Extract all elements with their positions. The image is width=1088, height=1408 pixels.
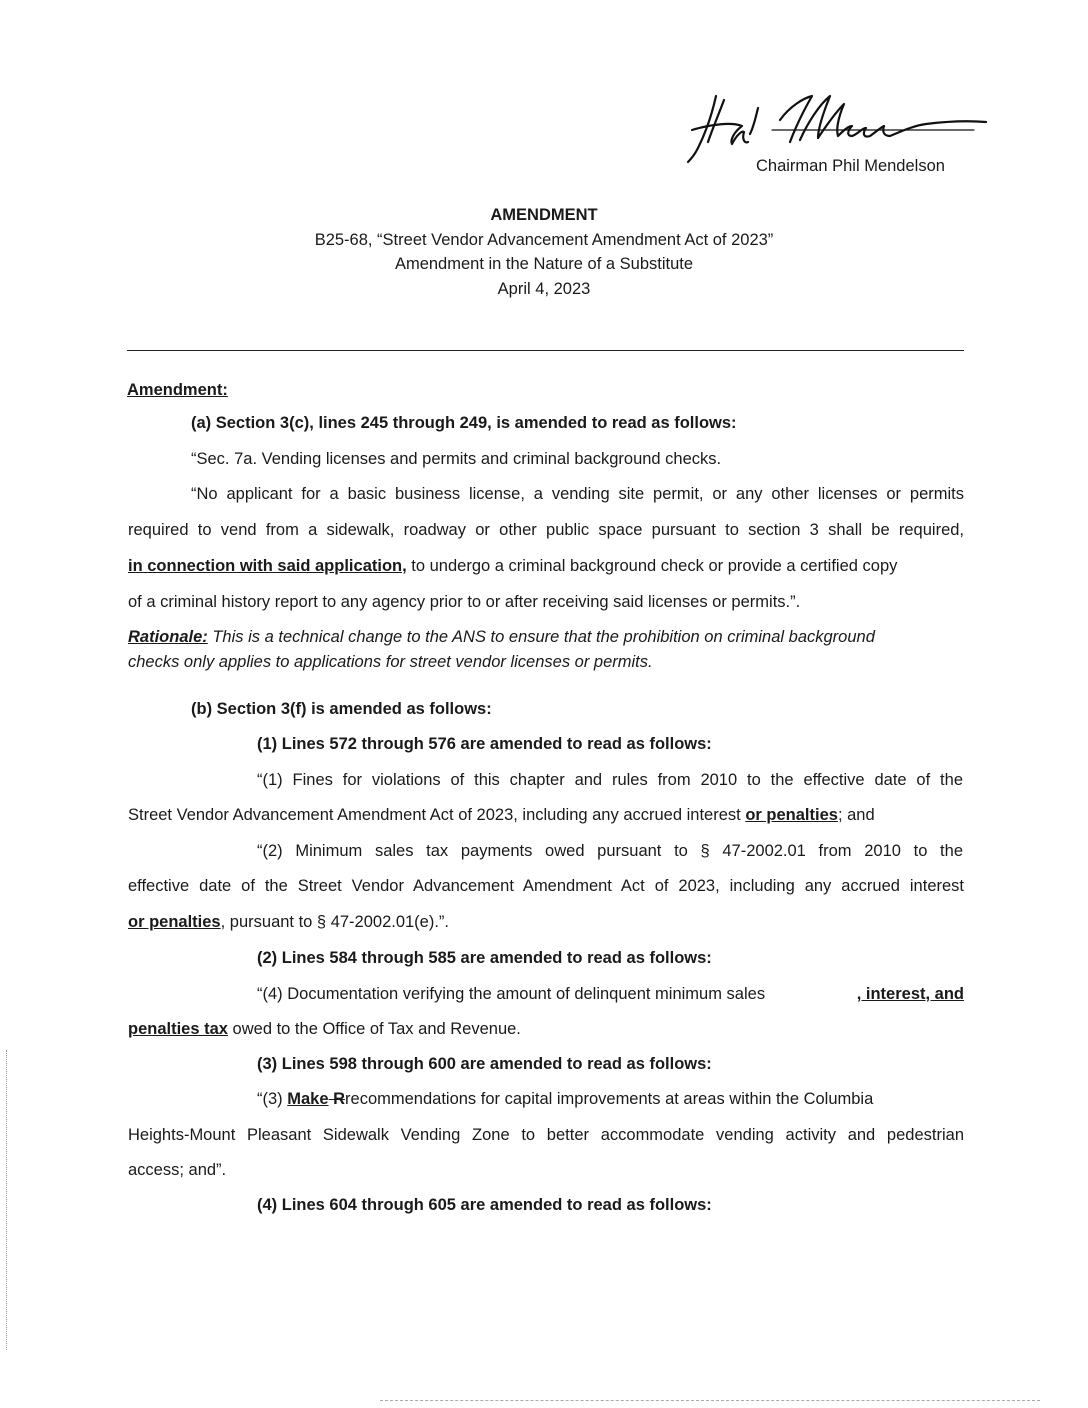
subsection-4-heading: (4) Lines 604 through 605 are amended to read as follows: (257, 1196, 712, 1214)
rationale-label: Rationale: (128, 628, 208, 646)
handwritten-signature (672, 86, 988, 166)
subsection-2-heading: (2) Lines 584 through 585 are amended to read as follows: (257, 949, 712, 967)
subsection-1-heading: (1) Lines 572 through 576 are amended to read as follows: (257, 735, 712, 753)
document-title: AMENDMENT (490, 206, 598, 224)
signer-name: Chairman Phil Mendelson (756, 157, 945, 175)
section-b-heading: (b) Section 3(f) is amended as follows: (191, 700, 492, 718)
section-a-text-line: “No applicant for a basic business license, a vending site permit, or any other licenses or permits (191, 485, 964, 503)
rationale-line: Rationale: This is a technical change to the ANS to ensure that the prohibition on criminal background (128, 628, 875, 646)
section-a-sec-title: “Sec. 7a. Vending licenses and permits and criminal background checks. (191, 450, 722, 468)
inserted-text: Make (287, 1090, 329, 1108)
divider (127, 350, 964, 351)
subsection-3-text-line: “(3) Make Rrecommendations for capital improvements at areas within the Columbia (257, 1090, 874, 1108)
scan-edge-marks (6, 1050, 9, 1350)
inserted-text: in connection with said application, (128, 557, 407, 575)
subsection-1-text-line: or penalties, pursuant to § 47-2002.01(e).”. (128, 913, 450, 931)
section-a-text-line: required to vend from a sidewalk, roadway or other public space pursuant to section 3 shall be required, (128, 521, 964, 539)
section-a-text-line: of a criminal history report to any agency prior to or after receiving said licenses or permits.”. (128, 593, 801, 611)
inserted-text: , interest, and (856, 985, 964, 1003)
subsection-2-text-line: penalties tax owed to the Office of Tax and Revenue. (128, 1020, 521, 1038)
subsection-3-text-line: Heights-Mount Pleasant Sidewalk Vending Zone to better accommodate vending activity and pedestrian (128, 1126, 964, 1144)
scan-bottom-marks (380, 1400, 1040, 1401)
deleted-text: R (328, 1090, 346, 1108)
subsection-3-text-line: access; and”. (128, 1161, 227, 1179)
subsection-1-text-line: Street Vendor Advancement Amendment Act of 2023, including any accrued interest or penalties; and (128, 806, 875, 824)
subsection-2-text-line: “(4) Documentation verifying the amount of delinquent minimum sales , interest, and (257, 985, 964, 1003)
document-subtitle: Amendment in the Nature of a Substitute (394, 255, 694, 273)
inserted-text: penalties tax (128, 1020, 228, 1038)
inserted-text: or penalties (128, 913, 221, 931)
subsection-3-heading: (3) Lines 598 through 600 are amended to read as follows: (257, 1055, 712, 1073)
amendment-label: Amendment: (127, 381, 228, 399)
section-a-heading: (a) Section 3(c), lines 245 through 249, is amended to read as follows: (191, 414, 737, 432)
section-a-text-line: in connection with said application, to undergo a criminal background check or provide a certified copy (128, 557, 898, 575)
subsection-1-text-line: “(1) Fines for violations of this chapter and rules from 2010 to the effective date of the (257, 771, 963, 789)
document-date: April 4, 2023 (497, 280, 591, 298)
rationale-line: checks only applies to applications for street vendor licenses or permits. (128, 653, 653, 671)
subsection-1-text-line: effective date of the Street Vendor Advancement Amendment Act of 2023, including any accrued interest (128, 877, 964, 895)
bill-name: B25-68, “Street Vendor Advancement Amendment Act of 2023” (314, 231, 774, 249)
subsection-1-text-line: “(2) Minimum sales tax payments owed pursuant to § 47-2002.01 from 2010 to the (257, 842, 963, 860)
inserted-text: or penalties (745, 806, 838, 824)
